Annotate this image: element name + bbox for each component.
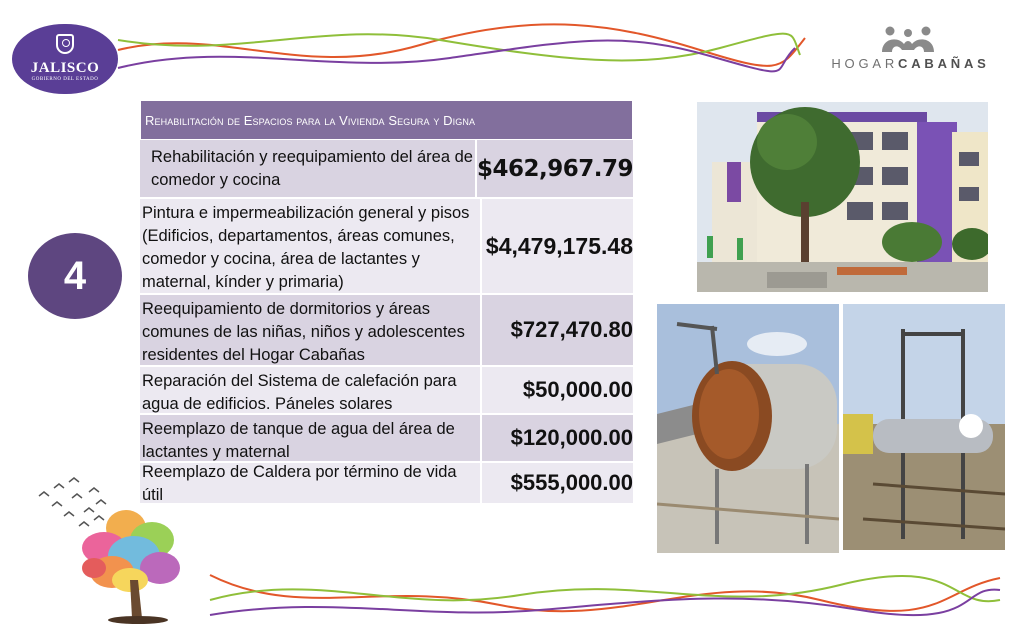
- table-header: Rehabilitación de Espacios para la Vivienda Segura y Digna: [140, 100, 633, 140]
- row-amount: $4,479,175.48: [485, 232, 633, 259]
- row-description: Reemplazo de Caldera por término de vida útil: [140, 463, 482, 503]
- table-row: [140, 367, 633, 415]
- budget-table: [140, 100, 633, 505]
- table-row: [140, 295, 633, 367]
- decorative-waves-bottom: [0, 560, 1024, 630]
- slide-number-badge: [28, 233, 122, 319]
- solar-heater-photo: [843, 304, 1005, 550]
- water-tank-photo: [657, 304, 839, 553]
- row-description: Reemplazo de tanque de agua del área de lactantes y maternal: [140, 415, 482, 461]
- row-description: Rehabilitación y reequipamiento del área de comedor y cocina: [140, 140, 477, 197]
- wordmark-part2: CABAÑAS: [898, 56, 990, 71]
- hogar-cabanas-wordmark: [808, 56, 1013, 71]
- row-amount: $462,967.79: [476, 155, 633, 182]
- table-row: [140, 415, 633, 463]
- slide-number: 4: [63, 253, 87, 298]
- table-row: [140, 199, 633, 295]
- hogar-cabanas-logo: [808, 26, 1013, 72]
- row-amount: $50,000.00: [522, 377, 633, 402]
- row-amount: $120,000.00: [510, 425, 633, 450]
- row-amount: $555,000.00: [510, 470, 633, 495]
- table-row: [140, 140, 633, 199]
- row-description: Reequipamiento de dormitorios y áreas comunes de las niñas, niños y adolescentes residentes del Hogar Cabañas: [140, 295, 482, 365]
- row-amount: $727,470.80: [510, 317, 633, 342]
- jalisco-logo-subtitle: GOBIERNO DEL ESTADO: [31, 77, 99, 82]
- row-description: Reparación del Sistema de calefación para agua de edificios. Páneles solares: [140, 367, 482, 413]
- family-icon: [880, 26, 936, 52]
- jalisco-logo-name: JALISCO: [30, 60, 100, 76]
- crest-icon: [56, 34, 74, 54]
- building-photo: [697, 102, 988, 292]
- jalisco-logo: [12, 24, 118, 94]
- wordmark-part1: HOGAR: [831, 56, 899, 71]
- row-description: Pintura e impermeabilización general y pisos (Edificios, departamentos, áreas comunes, comedor y cocina, área de lactantes y maternal, kínder y primaria): [140, 199, 482, 293]
